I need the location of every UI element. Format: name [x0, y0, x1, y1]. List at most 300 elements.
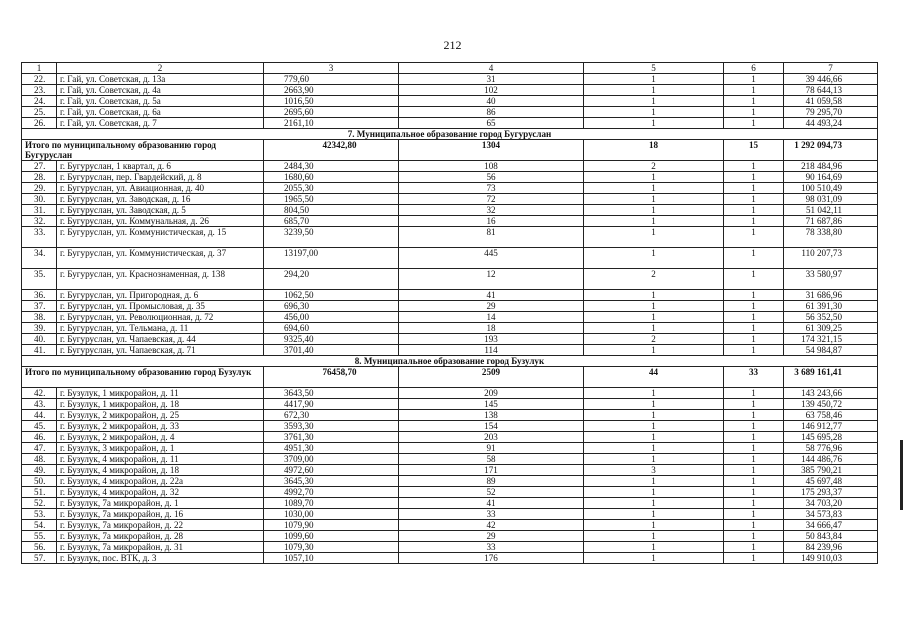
- table-row: [22, 334, 878, 345]
- table-cell: 29.: [22, 183, 57, 194]
- section-title: 8. Муниципальное образование город Бузулук: [22, 356, 878, 367]
- table-cell: 2695,60: [264, 107, 399, 118]
- table-cell: 1: [724, 542, 784, 553]
- table-cell: 86: [399, 107, 584, 118]
- table-cell: 3761,30: [264, 432, 399, 443]
- table-cell: 1: [724, 107, 784, 118]
- table-cell: 144 486,76: [784, 454, 878, 465]
- table-cell: 1016,50: [264, 96, 399, 107]
- table-cell: 72: [399, 194, 584, 205]
- table-cell: 1965,50: [264, 194, 399, 205]
- table-cell: 1: [584, 553, 724, 564]
- table-cell: 1: [584, 498, 724, 509]
- column-number-6: 6: [724, 63, 784, 74]
- page-number: 212: [443, 38, 462, 52]
- table-cell: 39.: [22, 323, 57, 334]
- table-cell: 139 450,72: [784, 399, 878, 410]
- table-cell: 51 042,11: [784, 205, 878, 216]
- table-cell: 1: [724, 312, 784, 323]
- table-cell: 44.: [22, 410, 57, 421]
- table-cell: 1: [724, 118, 784, 129]
- table-cell: 57.: [22, 553, 57, 564]
- table-cell: 174 321,15: [784, 334, 878, 345]
- table-cell: 1: [724, 454, 784, 465]
- table-cell: 1: [724, 399, 784, 410]
- table-cell: 696,30: [264, 301, 399, 312]
- table-cell: 2484,30: [264, 161, 399, 172]
- table-cell: 28.: [22, 172, 57, 183]
- table-cell: 1: [584, 118, 724, 129]
- table-cell: г. Бузулук, 7а микрорайон, д. 31: [57, 542, 264, 553]
- table-cell: г. Бузулук, 7а микрорайон, д. 28: [57, 531, 264, 542]
- table-cell: 3643,50: [264, 388, 399, 399]
- table-cell: г. Бугуруслан, ул. Заводская, д. 16: [57, 194, 264, 205]
- column-number-3: 3: [264, 63, 399, 74]
- table-row: [22, 183, 878, 194]
- table-cell: г. Бугуруслан, пер. Гвардейский, д. 8: [57, 172, 264, 183]
- table-row: [22, 542, 878, 553]
- table-cell: 48.: [22, 454, 57, 465]
- table-cell: 1: [724, 85, 784, 96]
- table-cell: г. Гай, ул. Советская, д. 4а: [57, 85, 264, 96]
- table-cell: 46.: [22, 432, 57, 443]
- table-cell: 1: [724, 194, 784, 205]
- table-row: [22, 443, 878, 454]
- table-cell: г. Бугуруслан, ул. Пригородная, д. 6: [57, 290, 264, 301]
- table-cell: 29: [399, 531, 584, 542]
- table-cell: 1: [584, 345, 724, 356]
- table-cell: 51.: [22, 487, 57, 498]
- table-cell: 39 446,66: [784, 74, 878, 85]
- table-cell: 89: [399, 476, 584, 487]
- table-cell: 209: [399, 388, 584, 399]
- table-cell: 84 239,96: [784, 542, 878, 553]
- table-cell: 73: [399, 183, 584, 194]
- table-row: [22, 432, 878, 443]
- table-cell: 445: [399, 248, 584, 269]
- table-row: [22, 531, 878, 542]
- table-cell: 56 352,50: [784, 312, 878, 323]
- table-cell: 4972,60: [264, 465, 399, 476]
- table-cell: 1: [584, 194, 724, 205]
- table-cell: 30.: [22, 194, 57, 205]
- scan-edge-mark: [900, 440, 903, 510]
- total-cell: 2509: [399, 367, 584, 388]
- table-cell: 1: [584, 388, 724, 399]
- table-cell: г. Бузулук, пос. ВТК, д. 3: [57, 553, 264, 564]
- table-cell: 193: [399, 334, 584, 345]
- table-cell: 79 295,70: [784, 107, 878, 118]
- table-cell: 29: [399, 301, 584, 312]
- table-cell: 1: [724, 216, 784, 227]
- total-cell: 44: [584, 367, 724, 388]
- table-cell: 1: [584, 443, 724, 454]
- table-row: [22, 553, 878, 564]
- table-cell: 1: [724, 410, 784, 421]
- table-row: [22, 476, 878, 487]
- table-cell: 2: [584, 269, 724, 290]
- table-cell: 1: [724, 476, 784, 487]
- table-cell: 1: [584, 520, 724, 531]
- table-cell: 1: [584, 542, 724, 553]
- table-cell: 154: [399, 421, 584, 432]
- table-row: [22, 118, 878, 129]
- table-cell: 25.: [22, 107, 57, 118]
- table-cell: 35.: [22, 269, 57, 290]
- table-cell: 114: [399, 345, 584, 356]
- table-cell: 34 703,20: [784, 498, 878, 509]
- column-number-4: 4: [399, 63, 584, 74]
- table-cell: 27.: [22, 161, 57, 172]
- table-header-row: [22, 63, 878, 74]
- table-cell: 694,60: [264, 323, 399, 334]
- table-cell: г. Бугуруслан, ул. Коммунистическая, д. 15: [57, 227, 264, 248]
- table-cell: 18: [399, 323, 584, 334]
- table-cell: 33: [399, 542, 584, 553]
- table-cell: 138: [399, 410, 584, 421]
- table-cell: г. Бугуруслан, ул. Коммунистическая, д. 37: [57, 248, 264, 269]
- total-row: [22, 367, 878, 388]
- column-number-7: 7: [784, 63, 878, 74]
- table-cell: 81: [399, 227, 584, 248]
- table-cell: 13197,00: [264, 248, 399, 269]
- table-cell: 1: [584, 487, 724, 498]
- table-cell: 779,60: [264, 74, 399, 85]
- table-cell: 22.: [22, 74, 57, 85]
- table-row: [22, 323, 878, 334]
- table-cell: 1: [724, 334, 784, 345]
- table-cell: 176: [399, 553, 584, 564]
- table-cell: 31: [399, 74, 584, 85]
- table-cell: г. Бузулук, 2 микрорайон, д. 25: [57, 410, 264, 421]
- table-row: [22, 301, 878, 312]
- table-cell: 672,30: [264, 410, 399, 421]
- table-cell: 34.: [22, 248, 57, 269]
- total-cell: 42342,80: [264, 140, 399, 161]
- table-cell: 1: [584, 410, 724, 421]
- total-row: [22, 140, 878, 161]
- table-cell: 26.: [22, 118, 57, 129]
- table-cell: 1079,30: [264, 542, 399, 553]
- table-cell: 9325,40: [264, 334, 399, 345]
- table-cell: 2161,10: [264, 118, 399, 129]
- table-cell: 1: [724, 388, 784, 399]
- table-row: [22, 509, 878, 520]
- table-cell: 41: [399, 498, 584, 509]
- total-cell: 1304: [399, 140, 584, 161]
- table-cell: 33.: [22, 227, 57, 248]
- table-cell: 1: [724, 248, 784, 269]
- table-cell: 63 758,46: [784, 410, 878, 421]
- table-cell: 91: [399, 443, 584, 454]
- table-cell: 31.: [22, 205, 57, 216]
- table-cell: 1: [724, 183, 784, 194]
- table-cell: 50 843,84: [784, 531, 878, 542]
- table-cell: 1: [584, 96, 724, 107]
- table-cell: 1: [724, 205, 784, 216]
- table-cell: 1: [724, 465, 784, 476]
- table-cell: 175 293,37: [784, 487, 878, 498]
- table-cell: 54 984,87: [784, 345, 878, 356]
- table-cell: 145 695,28: [784, 432, 878, 443]
- total-cell: 3 689 161,41: [784, 367, 878, 388]
- table-cell: г. Бузулук, 4 микрорайон, д. 32: [57, 487, 264, 498]
- table-cell: 55.: [22, 531, 57, 542]
- table-cell: 47.: [22, 443, 57, 454]
- table-row: [22, 107, 878, 118]
- table-cell: 1: [724, 323, 784, 334]
- table-cell: г. Бугуруслан, ул. Заводская, д. 5: [57, 205, 264, 216]
- table-cell: г. Бугуруслан, ул. Коммунальная, д. 26: [57, 216, 264, 227]
- table-cell: 61 391,30: [784, 301, 878, 312]
- table-cell: 1: [724, 509, 784, 520]
- table-cell: 1: [584, 323, 724, 334]
- table-cell: 61 309,25: [784, 323, 878, 334]
- table-cell: г. Гай, ул. Советская, д. 7: [57, 118, 264, 129]
- table-cell: г. Гай, ул. Советская, д. 13а: [57, 74, 264, 85]
- table-cell: 1: [584, 205, 724, 216]
- table-row: [22, 388, 878, 399]
- table-cell: 1: [584, 432, 724, 443]
- table-row: [22, 216, 878, 227]
- table-cell: 3: [584, 465, 724, 476]
- table-cell: 100 510,49: [784, 183, 878, 194]
- table-cell: 40: [399, 96, 584, 107]
- table-cell: 4417,90: [264, 399, 399, 410]
- table-cell: 1: [724, 74, 784, 85]
- table-cell: 1: [724, 290, 784, 301]
- table-cell: 1099,60: [264, 531, 399, 542]
- table-cell: 49.: [22, 465, 57, 476]
- table-cell: 1: [584, 172, 724, 183]
- table-cell: 1: [584, 476, 724, 487]
- table-row: [22, 74, 878, 85]
- table-cell: 12: [399, 269, 584, 290]
- table-cell: 78 338,80: [784, 227, 878, 248]
- table-cell: г. Бузулук, 4 микрорайон, д. 11: [57, 454, 264, 465]
- table-cell: 456,00: [264, 312, 399, 323]
- total-cell: 76458,70: [264, 367, 399, 388]
- table-cell: 1: [584, 248, 724, 269]
- table-cell: 16: [399, 216, 584, 227]
- total-label: Итого по муниципальному образованию город Бузулук: [22, 367, 264, 388]
- table-cell: 1030,00: [264, 509, 399, 520]
- table-cell: 146 912,77: [784, 421, 878, 432]
- table-cell: 52.: [22, 498, 57, 509]
- table-cell: 171: [399, 465, 584, 476]
- table-cell: 149 910,03: [784, 553, 878, 564]
- table-cell: г. Бугуруслан, ул. Промысловая, д. 35: [57, 301, 264, 312]
- table-cell: 45 697,48: [784, 476, 878, 487]
- table-cell: 23.: [22, 85, 57, 96]
- table-cell: г. Бузулук, 7а микрорайон, д. 16: [57, 509, 264, 520]
- total-cell: 33: [724, 367, 784, 388]
- table-cell: 78 644,13: [784, 85, 878, 96]
- table-cell: 143 243,66: [784, 388, 878, 399]
- table-cell: 37.: [22, 301, 57, 312]
- table-cell: г. Бугуруслан, ул. Авиационная, д. 40: [57, 183, 264, 194]
- table-cell: 14: [399, 312, 584, 323]
- table-cell: 32.: [22, 216, 57, 227]
- table-cell: 1: [584, 74, 724, 85]
- section-row: [22, 129, 878, 140]
- table-cell: 1089,70: [264, 498, 399, 509]
- column-number-1: 1: [22, 63, 57, 74]
- table-cell: 1680,60: [264, 172, 399, 183]
- table-row: [22, 269, 878, 290]
- table-cell: 1: [584, 183, 724, 194]
- table-cell: 1: [724, 96, 784, 107]
- table-cell: 50.: [22, 476, 57, 487]
- table-cell: 2: [584, 334, 724, 345]
- table-cell: 385 790,21: [784, 465, 878, 476]
- table-cell: 32: [399, 205, 584, 216]
- table-cell: 294,20: [264, 269, 399, 290]
- table-cell: 41.: [22, 345, 57, 356]
- table-cell: 3709,00: [264, 454, 399, 465]
- table-cell: г. Гай, ул. Советская, д. 6а: [57, 107, 264, 118]
- table-cell: 98 031,09: [784, 194, 878, 205]
- table-cell: 1079,90: [264, 520, 399, 531]
- table-cell: г. Бугуруслан, ул. Краснознаменная, д. 138: [57, 269, 264, 290]
- table-cell: 56: [399, 172, 584, 183]
- section-title: 7. Муниципальное образование город Бугуруслан: [22, 129, 878, 140]
- table-cell: 2055,30: [264, 183, 399, 194]
- table-cell: 58: [399, 454, 584, 465]
- table-row: [22, 96, 878, 107]
- table-cell: 1: [584, 107, 724, 118]
- table-cell: 1: [724, 161, 784, 172]
- section-row: [22, 356, 878, 367]
- column-number-2: 2: [57, 63, 264, 74]
- table-cell: 3701,40: [264, 345, 399, 356]
- table-cell: 1: [584, 85, 724, 96]
- table-cell: 90 164,69: [784, 172, 878, 183]
- table-row: [22, 205, 878, 216]
- table-cell: 53.: [22, 509, 57, 520]
- table-cell: 1: [584, 290, 724, 301]
- table-cell: г. Бузулук, 1 микрорайон, д. 18: [57, 399, 264, 410]
- table-cell: 203: [399, 432, 584, 443]
- table-cell: г. Бузулук, 7а микрорайон, д. 22: [57, 520, 264, 531]
- table-row: [22, 520, 878, 531]
- table-cell: 1: [584, 227, 724, 248]
- table-row: [22, 487, 878, 498]
- table-cell: 1: [584, 509, 724, 520]
- table-cell: 1: [724, 498, 784, 509]
- table-row: [22, 227, 878, 248]
- table-row: [22, 194, 878, 205]
- table-cell: 65: [399, 118, 584, 129]
- table-cell: 34 666,47: [784, 520, 878, 531]
- table-cell: 110 207,73: [784, 248, 878, 269]
- table-row: [22, 498, 878, 509]
- table-cell: 58 776,96: [784, 443, 878, 454]
- table-cell: 1: [584, 216, 724, 227]
- table-cell: 1: [724, 421, 784, 432]
- table-cell: 1: [724, 432, 784, 443]
- table-cell: г. Бугуруслан, ул. Революционная, д. 72: [57, 312, 264, 323]
- table-cell: 1: [724, 531, 784, 542]
- table-cell: 1062,50: [264, 290, 399, 301]
- table-cell: 43.: [22, 399, 57, 410]
- table-cell: 218 484,96: [784, 161, 878, 172]
- table-cell: 41: [399, 290, 584, 301]
- table-cell: 54.: [22, 520, 57, 531]
- table-cell: 2: [584, 161, 724, 172]
- table-cell: 804,50: [264, 205, 399, 216]
- table-cell: г. Бузулук, 2 микрорайон, д. 4: [57, 432, 264, 443]
- table-cell: 2663,90: [264, 85, 399, 96]
- table-cell: 1: [724, 269, 784, 290]
- table-cell: 1: [724, 172, 784, 183]
- table-row: [22, 454, 878, 465]
- table-row: [22, 399, 878, 410]
- table-row: [22, 410, 878, 421]
- table-row: [22, 465, 878, 476]
- table-cell: 3239,50: [264, 227, 399, 248]
- table-cell: 1: [584, 421, 724, 432]
- column-number-5: 5: [584, 63, 724, 74]
- table-cell: г. Бугуруслан, ул. Чапаевская, д. 71: [57, 345, 264, 356]
- table-cell: 1: [724, 520, 784, 531]
- total-cell: 1 292 094,73: [784, 140, 878, 161]
- table-cell: 1: [584, 301, 724, 312]
- table-cell: 3645,30: [264, 476, 399, 487]
- table-cell: 1: [584, 399, 724, 410]
- table-cell: 1: [584, 312, 724, 323]
- total-cell: 15: [724, 140, 784, 161]
- table-cell: 1057,10: [264, 553, 399, 564]
- table-cell: 44 493,24: [784, 118, 878, 129]
- table-cell: 71 687,86: [784, 216, 878, 227]
- table-cell: 1: [724, 487, 784, 498]
- table-cell: 4951,30: [264, 443, 399, 454]
- table-cell: г. Бугуруслан, ул. Тельмана, д. 11: [57, 323, 264, 334]
- table-cell: 145: [399, 399, 584, 410]
- table-row: [22, 345, 878, 356]
- table-cell: 40.: [22, 334, 57, 345]
- table-cell: 42.: [22, 388, 57, 399]
- table-cell: 38.: [22, 312, 57, 323]
- table-cell: 31 686,96: [784, 290, 878, 301]
- table-cell: г. Бугуруслан, ул. Чапаевская, д. 44: [57, 334, 264, 345]
- table-row: [22, 290, 878, 301]
- table-cell: 108: [399, 161, 584, 172]
- table-cell: г. Бугуруслан, 1 квартал, д. 6: [57, 161, 264, 172]
- table-cell: 685,70: [264, 216, 399, 227]
- table-cell: г. Бузулук, 1 микрорайон, д. 11: [57, 388, 264, 399]
- table-cell: 45.: [22, 421, 57, 432]
- table-row: [22, 312, 878, 323]
- table-cell: г. Бузулук, 3 микрорайон, д. 1: [57, 443, 264, 454]
- table-cell: г. Гай, ул. Советская, д. 5а: [57, 96, 264, 107]
- table-cell: г. Бузулук, 7а микрорайон, д. 1: [57, 498, 264, 509]
- total-label: Итого по муниципальному образованию город Бугуруслан: [22, 140, 264, 161]
- table-cell: г. Бузулук, 2 микрорайон, д. 33: [57, 421, 264, 432]
- table-cell: г. Бузулук, 4 микрорайон, д. 22а: [57, 476, 264, 487]
- table-cell: 1: [724, 345, 784, 356]
- housing-table: [21, 62, 878, 564]
- table-cell: 56.: [22, 542, 57, 553]
- table-cell: 33: [399, 509, 584, 520]
- table-cell: 1: [584, 531, 724, 542]
- table-cell: 52: [399, 487, 584, 498]
- table-row: [22, 161, 878, 172]
- table-cell: 4992,70: [264, 487, 399, 498]
- table-row: [22, 421, 878, 432]
- table-cell: 1: [724, 443, 784, 454]
